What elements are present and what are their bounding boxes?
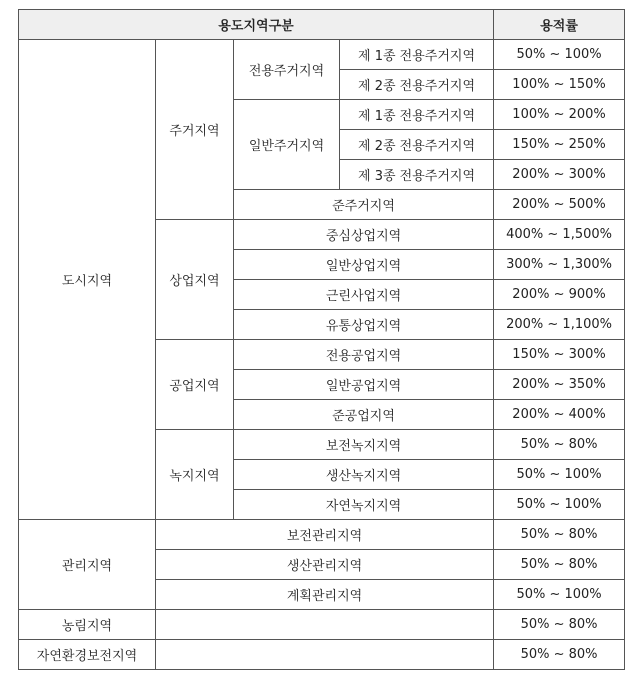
- zone-label: 제 1종 전용주거지역: [340, 40, 494, 70]
- zone-label: 일반공업지역: [234, 370, 494, 400]
- table-row: [19, 640, 625, 670]
- sub-residential: 주거지역: [156, 40, 234, 220]
- table-row: [19, 40, 625, 70]
- zone-rate: 50% ~ 100%: [494, 580, 625, 610]
- empty-cell: [156, 640, 494, 670]
- zone-label: 생산관리지역: [156, 550, 494, 580]
- zone-label: 생산녹지지역: [234, 460, 494, 490]
- zone-rate: 50% ~ 80%: [494, 550, 625, 580]
- zone-rate: 50% ~ 80%: [494, 520, 625, 550]
- zone-rate: 200% ~ 900%: [494, 280, 625, 310]
- zone-label: 근린사업지역: [234, 280, 494, 310]
- res-exclusive: 전용주거지역: [234, 40, 340, 100]
- zone-rate: 100% ~ 150%: [494, 70, 625, 100]
- group-management: 관리지역: [19, 520, 156, 610]
- zone-rate: 200% ~ 350%: [494, 370, 625, 400]
- zone-label: 준주거지역: [234, 190, 494, 220]
- zone-label: 계획관리지역: [156, 580, 494, 610]
- zone-rate: 50% ~ 100%: [494, 460, 625, 490]
- header-category: 용도지역구분: [19, 10, 494, 40]
- zone-rate: 200% ~ 1,100%: [494, 310, 625, 340]
- zone-rate: 50% ~ 80%: [494, 430, 625, 460]
- zone-rate: 150% ~ 300%: [494, 340, 625, 370]
- zone-rate: 200% ~ 400%: [494, 400, 625, 430]
- zone-label: 보전관리지역: [156, 520, 494, 550]
- zone-rate: 50% ~ 80%: [494, 640, 625, 670]
- zone-label: 제 2종 전용주거지역: [340, 130, 494, 160]
- header-rate: 용적률: [494, 10, 625, 40]
- table-row: [19, 610, 625, 640]
- table-row: [19, 520, 625, 550]
- sub-green: 녹지지역: [156, 430, 234, 520]
- zone-rate: 400% ~ 1,500%: [494, 220, 625, 250]
- zone-label: 보전녹지지역: [234, 430, 494, 460]
- zone-label: 제 3종 전용주거지역: [340, 160, 494, 190]
- zone-label: 제 2종 전용주거지역: [340, 70, 494, 100]
- sub-commercial: 상업지역: [156, 220, 234, 340]
- zone-label: 일반상업지역: [234, 250, 494, 280]
- zone-label: 전용공업지역: [234, 340, 494, 370]
- zone-rate: 200% ~ 500%: [494, 190, 625, 220]
- table-header-row: [19, 10, 625, 40]
- zone-label: 제 1종 전용주거지역: [340, 100, 494, 130]
- zone-rate: 50% ~ 100%: [494, 490, 625, 520]
- group-urban: 도시지역: [19, 40, 156, 520]
- zone-rate: 200% ~ 300%: [494, 160, 625, 190]
- empty-cell: [156, 610, 494, 640]
- zone-rate: 150% ~ 250%: [494, 130, 625, 160]
- zone-label: 자연녹지지역: [234, 490, 494, 520]
- res-general: 일반주거지역: [234, 100, 340, 190]
- zone-label: 유통상업지역: [234, 310, 494, 340]
- zone-rate: 300% ~ 1,300%: [494, 250, 625, 280]
- zone-label: 준공업지역: [234, 400, 494, 430]
- zone-rate: 50% ~ 100%: [494, 40, 625, 70]
- sub-industrial: 공업지역: [156, 340, 234, 430]
- zone-rate: 50% ~ 80%: [494, 610, 625, 640]
- zone-label: 중심상업지역: [234, 220, 494, 250]
- zoning-table: [18, 9, 625, 670]
- group-nature: 자연환경보전지역: [19, 640, 156, 670]
- zone-rate: 100% ~ 200%: [494, 100, 625, 130]
- group-agri: 농림지역: [19, 610, 156, 640]
